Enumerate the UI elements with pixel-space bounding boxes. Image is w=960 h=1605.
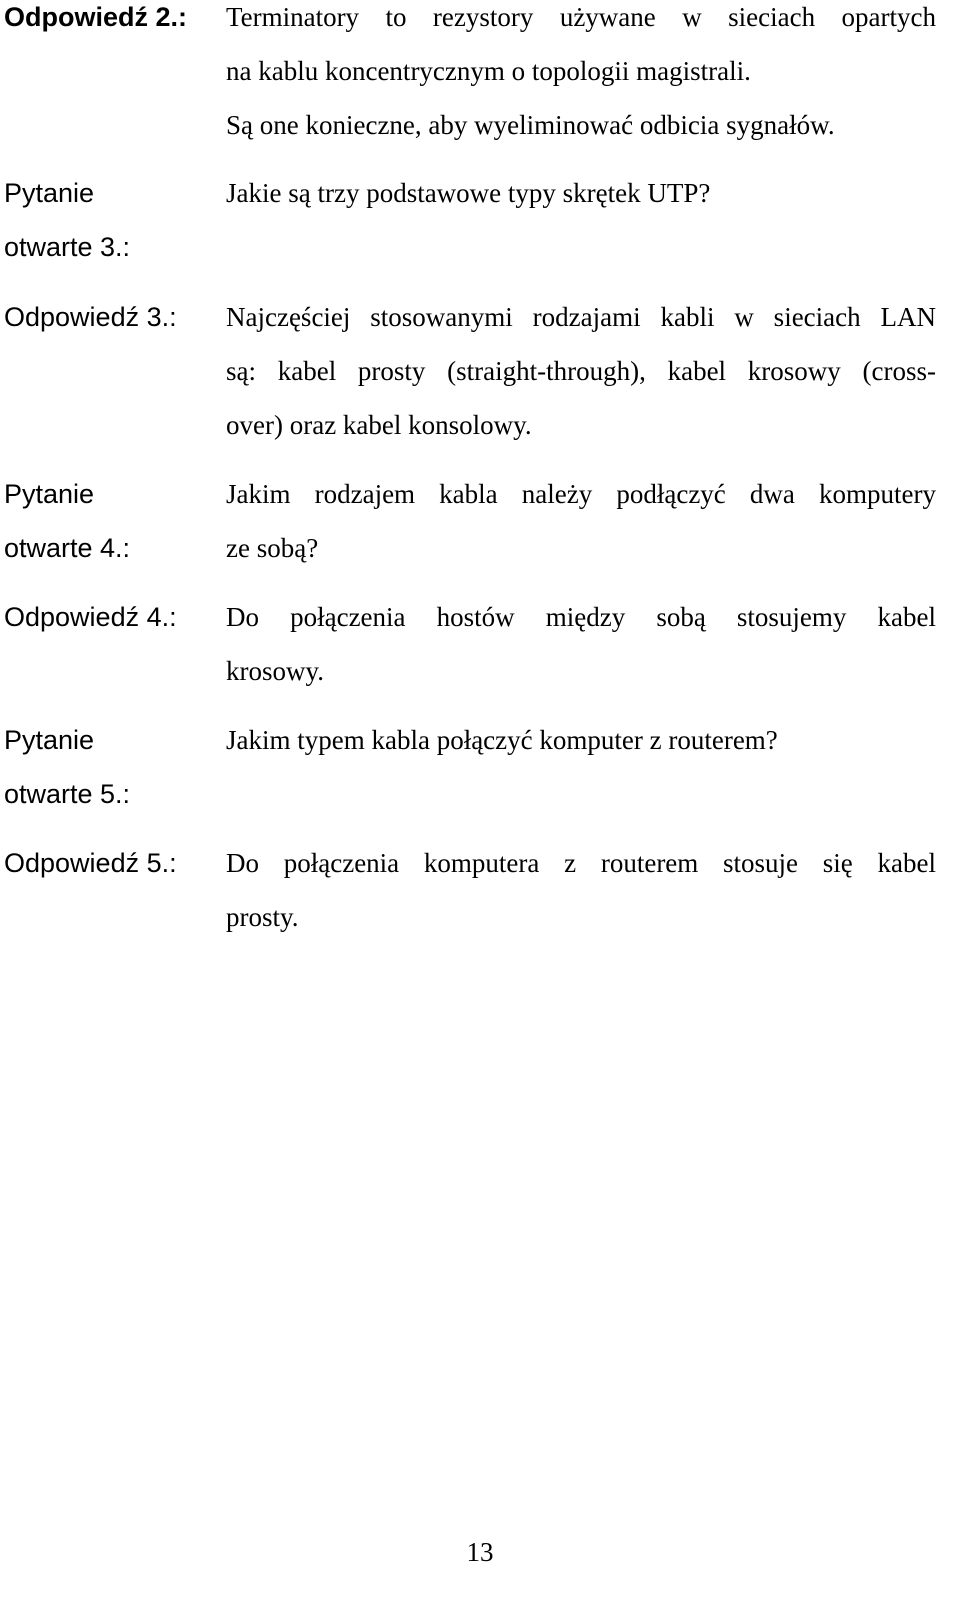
answer-label <box>4 590 219 644</box>
label-line: Pytanie <box>4 479 95 509</box>
question-text <box>226 166 936 220</box>
text-line: Jakie są trzy podstawowe typy skrętek UTP? <box>226 178 711 208</box>
text-line: Terminatory to rezystory używane w sieciach opartych <box>226 2 936 32</box>
label-line: otwarte 4.: <box>4 533 131 563</box>
text-line: Jakim typem kabla połączyć komputer z routerem? <box>226 725 778 755</box>
question-text <box>226 713 936 767</box>
answer-text <box>226 290 936 452</box>
page-number: 13 <box>466 1537 494 1567</box>
text-line: na kablu koncentrycznym o topologii magistrali. <box>226 56 751 86</box>
label-line: Odpowiedź 2.: <box>4 2 188 32</box>
answer-text <box>226 590 936 698</box>
answer-text <box>226 836 936 944</box>
answer-text <box>226 0 936 152</box>
text-line: Do połączenia hostów między sobą stosujemy kabel <box>226 602 936 632</box>
text-line: Są one konieczne, aby wyeliminować odbicia sygnałów. <box>226 110 835 140</box>
label-line: Pytanie <box>4 725 95 755</box>
answer-label <box>4 836 219 890</box>
question-label <box>4 713 219 821</box>
answer-label <box>4 0 219 44</box>
label-line: Odpowiedź 3.: <box>4 302 177 332</box>
label-line: Odpowiedź 5.: <box>4 848 177 878</box>
text-line: krosowy. <box>226 656 324 686</box>
text-line: są: kabel prosty (straight-through), kabel krosowy (cross- <box>226 356 936 386</box>
text-line: Do połączenia komputera z routerem stosuje się kabel <box>226 848 936 878</box>
answer-label <box>4 290 219 344</box>
label-line: otwarte 5.: <box>4 779 131 809</box>
question-label <box>4 467 219 575</box>
question-label <box>4 166 219 274</box>
text-line: prosty. <box>226 902 299 932</box>
label-line: otwarte 3.: <box>4 232 131 262</box>
text-line: over) oraz kabel konsolowy. <box>226 410 532 440</box>
text-line: Najczęściej stosowanymi rodzajami kabli w sieciach LAN <box>226 302 936 332</box>
question-text <box>226 467 936 575</box>
label-line: Pytanie <box>4 178 95 208</box>
text-line: ze sobą? <box>226 533 319 563</box>
label-line: Odpowiedź 4.: <box>4 602 177 632</box>
text-line: Jakim rodzajem kabla należy podłączyć dwa komputery <box>226 479 936 509</box>
